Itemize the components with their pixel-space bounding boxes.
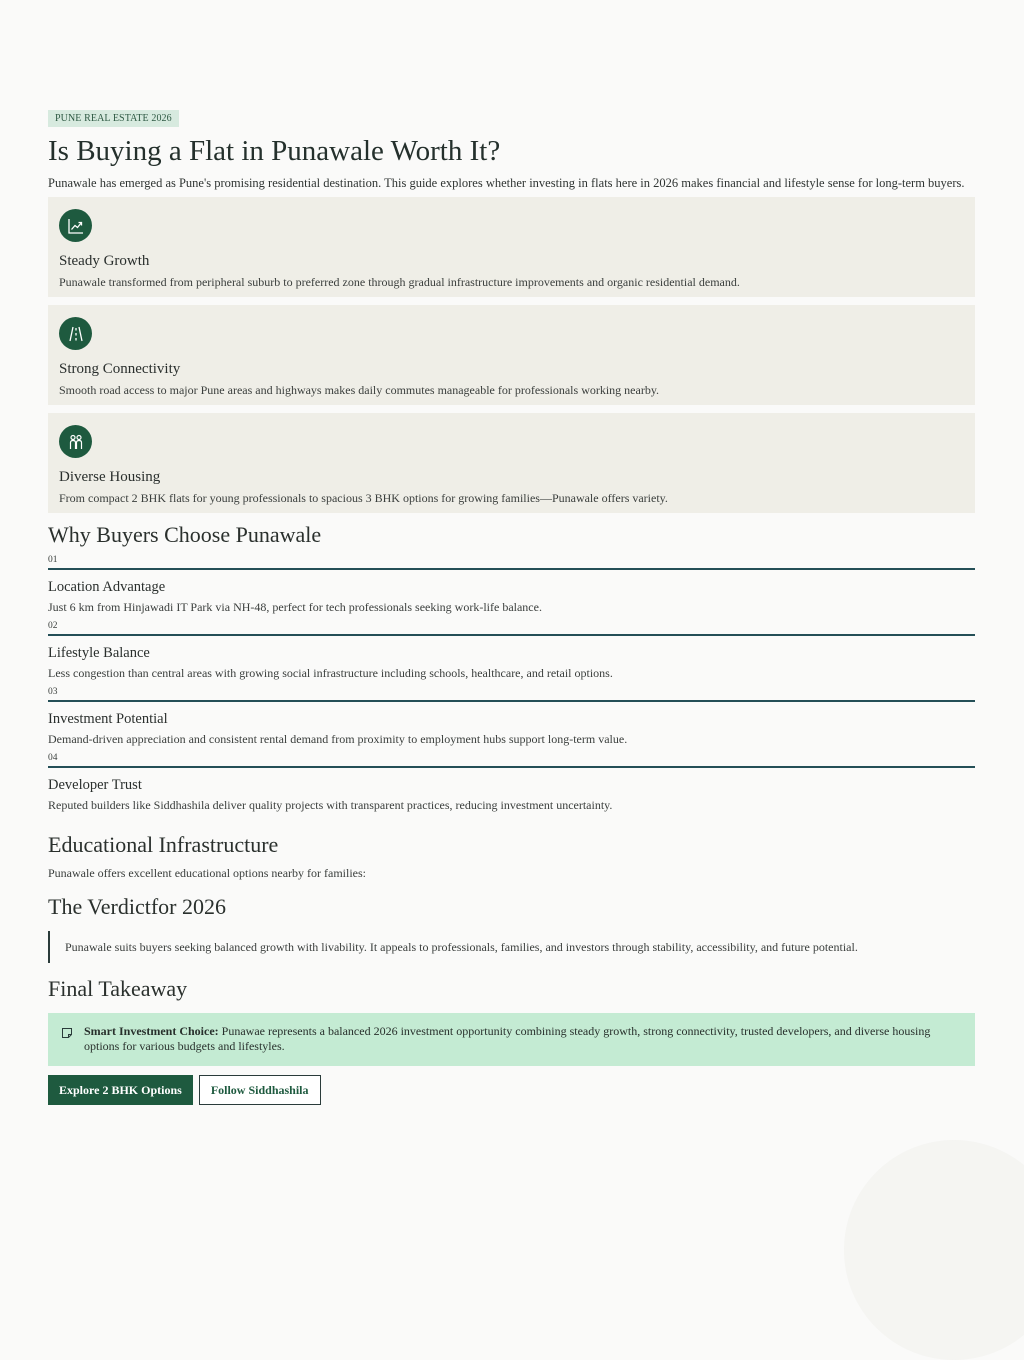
card-title: Steady Growth — [59, 253, 150, 269]
reason-title: Investment Potential — [48, 711, 168, 727]
note-icon — [61, 1027, 73, 1043]
card-title: Diverse Housing — [59, 469, 161, 485]
verdict-quote — [48, 931, 975, 963]
feature-card-steady-growth — [48, 197, 975, 297]
list-item — [48, 555, 975, 615]
reason-number: 03 — [48, 687, 975, 702]
feature-card-strong-connectivity — [48, 305, 975, 405]
reason-text: Less congestion than central areas with growing social infrastructure including schools, healthcare, and retail options. — [48, 666, 613, 680]
family-icon — [59, 425, 92, 458]
card-text: Smooth road access to major Pune areas and highways makes daily commutes manageable for professionals working nearby. — [59, 383, 660, 397]
list-item — [48, 753, 975, 813]
verdict-text: Punawale suits buyers seeking balanced growth with livability. It appeals to professionals, families, and investors through stability, accessibility, and future potential. — [65, 940, 858, 954]
card-text: Punawale transformed from peripheral suburb to preferred zone through gradual infrastructure improvements and organic residential demand. — [59, 275, 740, 289]
growth-chart-icon — [59, 209, 92, 242]
reason-text: Demand-driven appreciation and consistent rental demand from proximity to employment hubs support long-term value. — [48, 732, 628, 746]
reasons-list — [48, 555, 975, 813]
reason-number: 04 — [48, 753, 975, 768]
takeaway-callout — [48, 1013, 975, 1066]
reason-title: Lifestyle Balance — [48, 645, 150, 661]
page-title: Is Buying a Flat in Punawale Worth It? — [48, 135, 501, 167]
reason-title: Developer Trust — [48, 777, 142, 793]
road-icon — [59, 317, 92, 350]
education-text: Punawale offers excellent educational options nearby for families: — [48, 866, 366, 880]
reason-text: Reputed builders like Siddhashila deliver quality projects with transparent practices, reducing investment uncertainty. — [48, 798, 613, 812]
card-text: From compact 2 BHK flats for young professionals to spacious 3 BHK options for growing families—Punawale offers variety. — [59, 491, 668, 505]
takeaway-label: Smart Investment Choice: — [84, 1024, 219, 1038]
article — [48, 106, 975, 1105]
reason-number: 01 — [48, 555, 975, 570]
card-title: Strong Connectivity — [59, 361, 181, 377]
list-item — [48, 687, 975, 747]
explore-2bhk-button[interactable]: Explore 2 BHK Options — [48, 1075, 193, 1105]
follow-siddhashila-button[interactable]: Follow Siddhashila — [199, 1075, 321, 1105]
reason-number: 02 — [48, 621, 975, 636]
reason-text: Just 6 km from Hinjawadi IT Park via NH-48, perfect for tech professionals seeking work-life balance. — [48, 600, 542, 614]
takeaway-text: Punawae represents a balanced 2026 investment opportunity combining steady growth, strong connectivity, trusted developers, and diverse housing options for various budgets and lifestyles. — [84, 1024, 931, 1053]
verdict-heading: The Verdictfor 2026 — [48, 894, 226, 919]
feature-cards — [48, 197, 975, 513]
education-heading: Educational Infrastructure — [48, 832, 279, 857]
why-heading: Why Buyers Choose Punawale — [48, 522, 322, 547]
decorative-circle — [844, 1140, 1024, 1360]
cta-buttons — [48, 1075, 975, 1105]
takeaway-heading: Final Takeaway — [48, 976, 188, 1001]
category-tag: PUNE REAL ESTATE 2026 — [48, 110, 179, 127]
intro-paragraph: Punawale has emerged as Pune's promising residential destination. This guide explores whether investing in flats here in 2026 makes financial and lifestyle sense for long-term buyers. — [48, 176, 965, 190]
list-item — [48, 621, 975, 681]
reason-title: Location Advantage — [48, 579, 166, 595]
feature-card-diverse-housing — [48, 413, 975, 513]
